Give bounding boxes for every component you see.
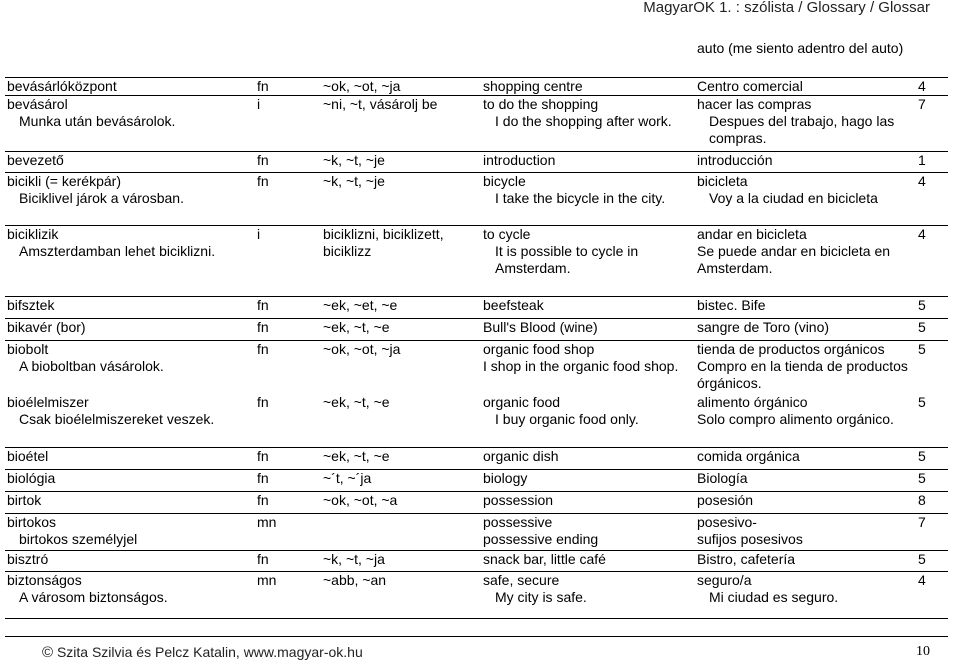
hungarian-cell bbox=[5, 550, 255, 571]
pos-cell: mn bbox=[255, 571, 321, 618]
spanish-example: Mi ciudad es seguro. bbox=[709, 588, 839, 605]
hungarian-word: biológia bbox=[7, 469, 56, 486]
spanish-word: auto (me siento adentro del auto) bbox=[697, 40, 904, 56]
lesson-number: 4 bbox=[916, 225, 948, 296]
spanish-cell bbox=[695, 40, 916, 77]
lesson-number: 5 bbox=[918, 394, 926, 410]
lesson-number: 5 bbox=[916, 340, 948, 394]
spanish-cell bbox=[695, 513, 916, 550]
lesson-number: 5 bbox=[916, 469, 948, 491]
pos-cell bbox=[255, 40, 321, 77]
english-word: to cycle bbox=[483, 225, 531, 242]
hungarian-cell bbox=[5, 296, 255, 318]
lesson-number: 4 bbox=[916, 77, 948, 95]
pos-cell: fn bbox=[255, 447, 321, 469]
spanish-example: Solo compro alimento orgánico. bbox=[697, 411, 894, 427]
english-word: organic food bbox=[483, 394, 561, 410]
hungarian-cell bbox=[5, 318, 255, 340]
hungarian-word: birtok bbox=[7, 491, 42, 508]
english-example: I take the bicycle in the city. bbox=[495, 189, 666, 206]
english-example: I do the shopping after work. bbox=[495, 112, 672, 129]
table-row bbox=[5, 40, 948, 77]
pos-cell: fn bbox=[255, 296, 321, 318]
hungarian-cell bbox=[5, 95, 255, 151]
table-row bbox=[5, 491, 948, 513]
hungarian-cell bbox=[5, 151, 255, 172]
pos-cell: fn bbox=[255, 172, 321, 225]
spanish-example: Compro en la tienda de productos órgánicos. bbox=[697, 357, 908, 391]
hungarian-word: bevezető bbox=[7, 151, 64, 168]
english-cell bbox=[481, 172, 695, 225]
english-word: shopping centre bbox=[483, 77, 583, 94]
lesson-number bbox=[916, 40, 948, 77]
hungarian-example: Munka után bevásárolok. bbox=[19, 112, 176, 129]
english-example: My city is safe. bbox=[495, 588, 587, 605]
hungarian-word: biciklizik bbox=[7, 225, 59, 242]
lesson-number: 7 bbox=[916, 95, 948, 151]
pos-cell: fn bbox=[255, 491, 321, 513]
spanish-cell bbox=[695, 447, 916, 469]
english-word: snack bar, little café bbox=[483, 550, 606, 567]
hungarian-word: bikavér (bor) bbox=[7, 318, 86, 335]
spanish-word: comida orgánica bbox=[697, 447, 800, 464]
forms-cell: ~k, ~t, ~je bbox=[321, 172, 481, 225]
spanish-cell bbox=[695, 394, 916, 447]
hungarian-cell bbox=[5, 571, 255, 618]
spanish-cell bbox=[695, 95, 916, 151]
english-cell bbox=[481, 318, 695, 340]
english-word: to do the shopping bbox=[483, 95, 599, 112]
pos-cell: i bbox=[255, 95, 321, 151]
hungarian-cell bbox=[5, 513, 255, 550]
spanish-cell bbox=[695, 550, 916, 571]
english-word: organic dish bbox=[483, 447, 559, 464]
forms-cell: ~ok, ~ot, ~ja bbox=[321, 340, 481, 394]
forms-cell bbox=[321, 40, 481, 77]
english-cell bbox=[481, 513, 695, 550]
spanish-word: alimento órgánico bbox=[697, 394, 808, 410]
hungarian-cell bbox=[5, 491, 255, 513]
pos-cell: i bbox=[255, 225, 321, 296]
spanish-cell bbox=[695, 340, 916, 394]
spanish-word: introducción bbox=[697, 151, 773, 168]
spanish-word: tienda de productos orgánicos bbox=[697, 340, 885, 357]
hungarian-cell bbox=[5, 225, 255, 296]
hungarian-example: A városom biztonságos. bbox=[19, 588, 168, 605]
hungarian-example: birtokos személyjel bbox=[19, 530, 138, 547]
hungarian-word: bisztró bbox=[7, 550, 49, 567]
page-number: 10 bbox=[916, 644, 930, 659]
spanish-cell bbox=[695, 225, 916, 296]
lesson-number: 5 bbox=[916, 447, 948, 469]
hungarian-word: bevásárol bbox=[7, 95, 68, 112]
forms-cell: ~k, ~t, ~je bbox=[321, 151, 481, 172]
page-header: MagyarOK 1. : szólista / Glossary / Glossar bbox=[643, 0, 930, 16]
english-word: introduction bbox=[483, 151, 556, 168]
spanish-word: posesión bbox=[697, 491, 754, 508]
hungarian-example: Amszterdamban lehet biciklizni. bbox=[19, 242, 216, 259]
forms-cell: biciklizni, biciklizett, biciklizz bbox=[321, 225, 481, 296]
lesson-number: 5 bbox=[916, 318, 948, 340]
english-word: beefsteak bbox=[483, 296, 544, 313]
lesson-number: 7 bbox=[916, 513, 948, 550]
table-row bbox=[5, 318, 948, 340]
spanish-word: bistec. Bife bbox=[697, 296, 766, 313]
lesson-number: 8 bbox=[916, 491, 948, 513]
hungarian-example: A bioboltban vásárolok. bbox=[19, 357, 164, 374]
spanish-word: Centro comercial bbox=[697, 77, 803, 94]
english-word: possessive bbox=[483, 513, 553, 530]
english-word: organic food shop bbox=[483, 340, 595, 357]
english-cell bbox=[481, 447, 695, 469]
english-cell bbox=[481, 296, 695, 318]
spanish-cell bbox=[695, 77, 916, 95]
forms-cell: ~k, ~t, ~ja bbox=[321, 550, 481, 571]
table-row bbox=[5, 151, 948, 172]
table-row bbox=[5, 550, 948, 571]
table-row bbox=[5, 296, 948, 318]
hungarian-cell bbox=[5, 447, 255, 469]
hungarian-word: biobolt bbox=[7, 340, 49, 357]
forms-cell: ~ni, ~t, vásárolj be bbox=[321, 95, 481, 151]
table-row bbox=[5, 447, 948, 469]
forms-cell: ~ok, ~ot, ~a bbox=[321, 491, 481, 513]
pos-cell: fn bbox=[255, 151, 321, 172]
spanish-example: Se puede andar en bicicleta en Amsterdam. bbox=[697, 242, 891, 276]
spanish-cell bbox=[695, 318, 916, 340]
pos-cell: fn bbox=[257, 394, 269, 410]
spanish-cell bbox=[695, 571, 916, 618]
spanish-example: sufijos posesivos bbox=[697, 530, 803, 547]
spanish-cell bbox=[695, 491, 916, 513]
spanish-word: bicicleta bbox=[697, 172, 748, 189]
english-cell bbox=[481, 394, 695, 447]
lesson-number: 1 bbox=[916, 151, 948, 172]
english-cell bbox=[481, 550, 695, 571]
english-word: Bull's Blood (wine) bbox=[483, 318, 598, 335]
hungarian-example: Csak bioélelmiszereket veszek. bbox=[19, 411, 215, 427]
english-cell bbox=[481, 77, 695, 95]
footer-divider bbox=[5, 636, 948, 637]
hungarian-cell bbox=[5, 469, 255, 491]
english-cell bbox=[481, 40, 695, 77]
english-cell bbox=[481, 491, 695, 513]
english-cell bbox=[481, 95, 695, 151]
table-row bbox=[5, 340, 948, 394]
lesson-number: 5 bbox=[916, 296, 948, 318]
table-row bbox=[5, 95, 948, 151]
glossary-page bbox=[5, 40, 948, 619]
spanish-word: Biología bbox=[697, 469, 748, 486]
hungarian-word: bioétel bbox=[7, 447, 49, 464]
pos-cell: mn bbox=[255, 513, 321, 550]
spanish-cell bbox=[695, 151, 916, 172]
spanish-word: hacer las compras bbox=[697, 95, 812, 112]
forms-cell: ~ok, ~ot, ~ja bbox=[321, 77, 481, 95]
spanish-example: Voy a la ciudad en bicicleta bbox=[709, 189, 878, 206]
table-row bbox=[5, 469, 948, 491]
spanish-word: andar en bicicleta bbox=[697, 225, 807, 242]
forms-cell: ~ek, ~t, ~e bbox=[321, 447, 481, 469]
hungarian-word: birtokos bbox=[7, 513, 57, 530]
spanish-word: seguro/a bbox=[697, 571, 752, 588]
table-row bbox=[5, 77, 948, 95]
english-example: It is possible to cycle in Amsterdam. bbox=[495, 242, 639, 276]
english-word: biology bbox=[483, 469, 528, 486]
spanish-cell bbox=[695, 296, 916, 318]
hungarian-word: bifsztek bbox=[7, 296, 55, 313]
glossary-table bbox=[5, 40, 948, 619]
forms-cell: ~ek, ~t, ~e bbox=[321, 318, 481, 340]
spanish-word: posesivo- bbox=[697, 513, 757, 530]
hungarian-word: bicikli (= kerékpár) bbox=[7, 172, 121, 189]
english-cell bbox=[481, 469, 695, 491]
footer-text: Szita Szilvia és Pelcz Katalin, www.magyar-ok.hu bbox=[56, 644, 363, 660]
hungarian-word: bevásárlóközpont bbox=[7, 77, 117, 94]
forms-cell bbox=[321, 513, 481, 550]
table-row bbox=[5, 394, 948, 447]
english-word: bicycle bbox=[483, 172, 526, 189]
forms-cell: ~abb, ~an bbox=[321, 571, 481, 618]
lesson-number: 4 bbox=[916, 172, 948, 225]
hungarian-example: Biciklivel járok a városban. bbox=[19, 189, 184, 206]
lesson-number: 5 bbox=[916, 550, 948, 571]
spanish-word: Bistro, cafetería bbox=[697, 550, 796, 567]
hungarian-cell bbox=[5, 340, 255, 394]
hungarian-word: biztonságos bbox=[7, 571, 82, 588]
footer-credits bbox=[42, 644, 363, 661]
english-cell bbox=[481, 571, 695, 618]
forms-cell: ~ek, ~t, ~e bbox=[323, 394, 390, 410]
hungarian-word: bioélelmiszer bbox=[7, 394, 89, 410]
english-cell bbox=[481, 340, 695, 394]
hungarian-cell bbox=[5, 77, 255, 95]
english-example: possessive ending bbox=[483, 530, 599, 547]
forms-cell: ~´t, ~´ja bbox=[321, 469, 481, 491]
hungarian-cell bbox=[5, 40, 255, 77]
spanish-cell bbox=[695, 469, 916, 491]
hungarian-cell bbox=[5, 172, 255, 225]
spanish-word: sangre de Toro (vino) bbox=[697, 318, 830, 335]
pos-cell: fn bbox=[255, 340, 321, 394]
copyright-icon: © bbox=[42, 644, 54, 661]
lesson-number: 4 bbox=[916, 571, 948, 618]
pos-cell: fn bbox=[255, 469, 321, 491]
table-row bbox=[5, 225, 948, 296]
english-example: I buy organic food only. bbox=[495, 411, 639, 427]
english-cell bbox=[481, 225, 695, 296]
english-cell bbox=[481, 151, 695, 172]
english-word: possession bbox=[483, 491, 554, 508]
table-row bbox=[5, 571, 948, 618]
hungarian-cell bbox=[5, 394, 255, 447]
spanish-example: Despues del trabajo, hago las compras. bbox=[709, 112, 895, 146]
pos-cell: fn bbox=[255, 77, 321, 95]
pos-cell: fn bbox=[255, 550, 321, 571]
table-row bbox=[5, 172, 948, 225]
pos-cell: fn bbox=[255, 318, 321, 340]
english-word: safe, secure bbox=[483, 571, 560, 588]
forms-cell: ~ek, ~et, ~e bbox=[321, 296, 481, 318]
english-example: I shop in the organic food shop. bbox=[483, 357, 679, 374]
spanish-cell bbox=[695, 172, 916, 225]
table-row bbox=[5, 513, 948, 550]
